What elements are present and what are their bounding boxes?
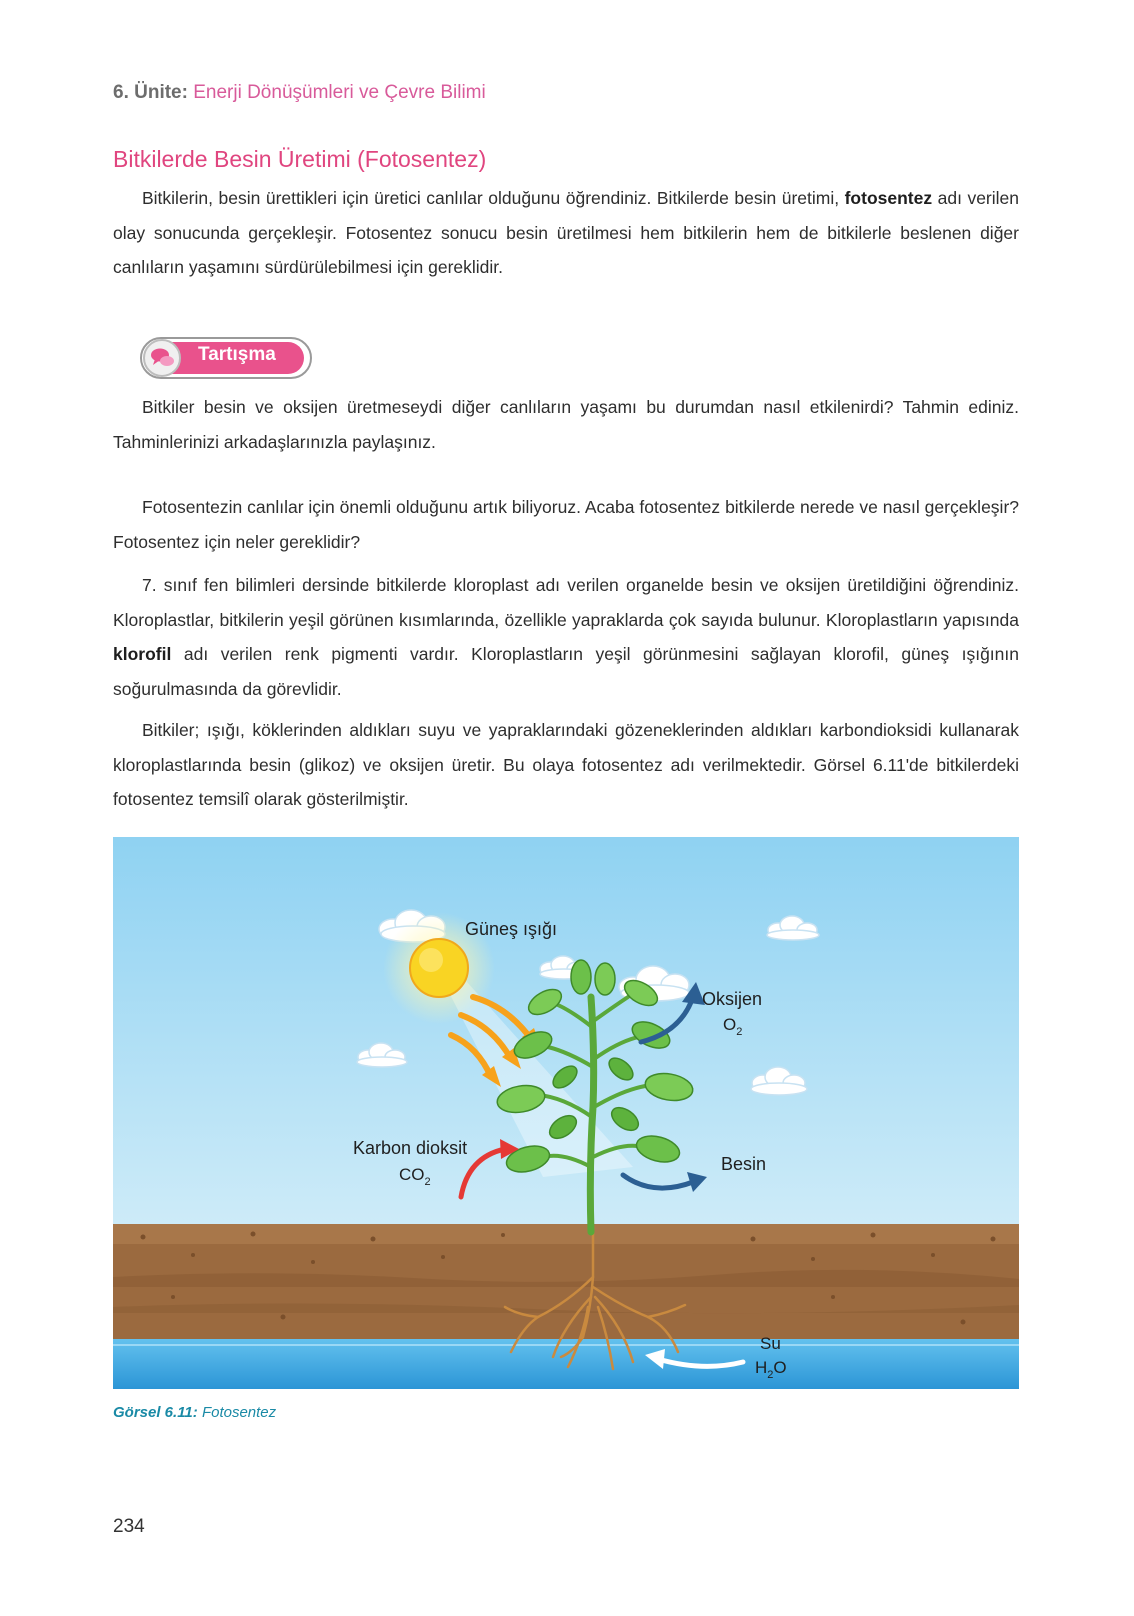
- section-title: Bitkilerde Besin Üretimi (Fotosentez): [113, 146, 487, 172]
- photosynthesis-figure: [113, 837, 1019, 1389]
- bold-term-fotosentez: fotosentez: [844, 188, 933, 208]
- bold-term-klorofil: klorofil: [113, 644, 172, 664]
- oxygen-formula: O: [723, 1015, 737, 1034]
- oxygen-label: Oksijen: [702, 989, 763, 1009]
- water-label: Su: [760, 1334, 781, 1353]
- speech-bubbles-icon: [143, 339, 181, 377]
- sunlight-label: Güneş ışığı: [465, 919, 558, 939]
- paragraph-chloroplast: 7. sınıf fen bilimleri dersinde bitkilerde kloroplast adı verilen organelde besin ve oksijen üretildiğini öğrendiniz. Kloroplastlar, bitkilerin yeşil görünen kısımlarında, özellikle yapraklarda çok sayıda bulunur. Kloroplastların yapısında klorofil adı verilen renk pigmenti vardır. Kloroplastların yeşil görünmesini sağlayan klorofil, güneş ışığının soğurulmasında da görevlidir.: [113, 575, 1019, 699]
- co2-subscript: 2: [424, 1176, 431, 1188]
- discussion-label: Tartışma: [198, 344, 276, 365]
- co2-formula: CO: [399, 1165, 425, 1184]
- food-label: Besin: [721, 1154, 767, 1174]
- page-number: 234: [113, 1516, 145, 1537]
- water-formula-o: O: [773, 1358, 787, 1377]
- oxygen-subscript: 2: [736, 1026, 743, 1038]
- figure-caption: [113, 1404, 276, 1421]
- unit-label: 6. Ünite:: [113, 82, 188, 103]
- water-formula-h: H: [755, 1358, 768, 1377]
- groundwater: [113, 1339, 1019, 1389]
- caption-text: Fotosentez: [201, 1404, 277, 1421]
- paragraph-discussion: Bitkiler besin ve oksijen üretmeseydi diğer canlıların yaşamı bu durumdan nasıl etkilenirdi? Tahmin ediniz. Tahminlerinizi arkadaşlarınızla paylaşınız.: [113, 397, 1019, 452]
- unit-title: Enerji Dönüşümleri ve Çevre Bilimi: [193, 82, 486, 103]
- paragraph-photosynthesis: Bitkiler; ışığı, köklerinden aldıkları suyu ve yapraklarındaki gözeneklerinden aldıkları karbondioksidi kullanarak kloroplastlarında besin (glikoz) ve oksijen üretir. Bu olaya fotosentez adı verilmektedir. Görsel 6.11'de bitkilerdeki fotosentez temsilî olarak gösterilmiştir.: [113, 720, 1019, 809]
- co2-label: Karbon dioksit: [353, 1138, 468, 1158]
- paragraph-question: Fotosentezin canlılar için önemli olduğunu artık biliyoruz. Acaba fotosentez bitkilerde nerede ve nasıl gerçekleşir? Fotosentez için neler gereklidir?: [113, 497, 1019, 552]
- discussion-badge: [140, 337, 312, 379]
- unit-header: [113, 82, 486, 104]
- water-subscript: 2: [767, 1369, 774, 1381]
- caption-label: Görsel 6.11:: [113, 1404, 198, 1421]
- paragraph-intro: Bitkilerin, besin ürettikleri için üretici canlılar olduğunu öğrendiniz. Bitkilerde besin üretimi, fotosentez adı verilen olay sonucunda gerçekleşir. Fotosentez sonucu besin üretilmesi hem bitkilerin hem de bitkilerle beslenen diğer canlıların yaşamını sürdürülebilmesi için gereklidir.: [113, 188, 1019, 277]
